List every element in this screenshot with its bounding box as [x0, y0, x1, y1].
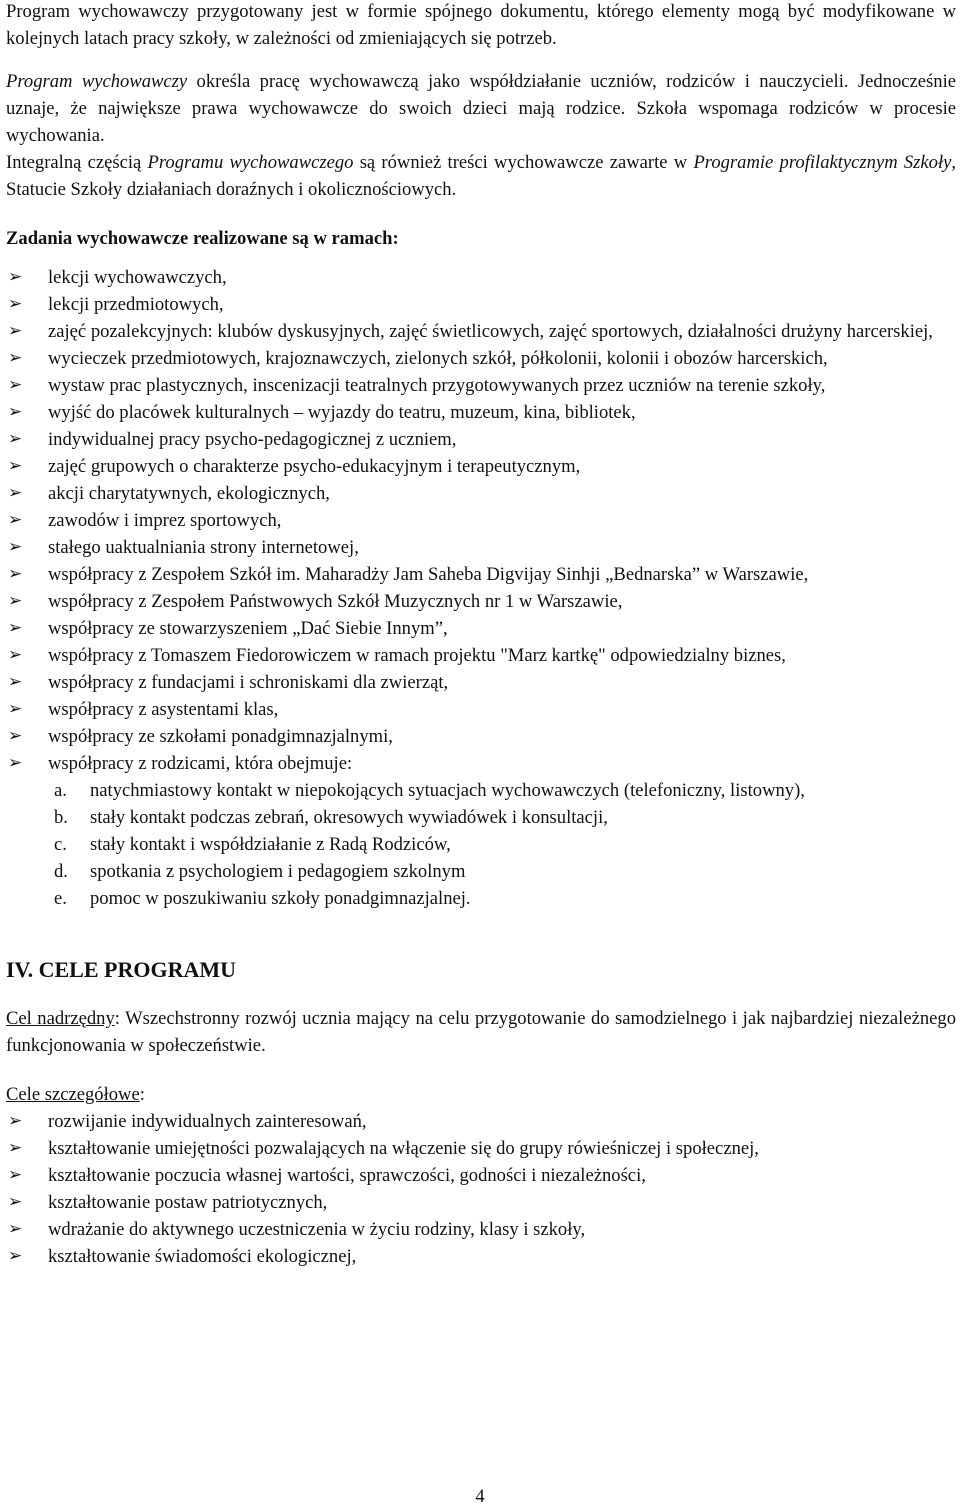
list-item-text: współpracy ze szkołami ponadgimnazjalnymi,: [48, 726, 393, 747]
arrow-bullet-icon: ➢: [8, 267, 23, 287]
list-item: [6, 534, 956, 561]
list-item: [6, 723, 956, 750]
arrow-bullet-icon: ➢: [8, 429, 23, 449]
list-item-text: zawodów i imprez sportowych,: [48, 510, 282, 531]
list-item: [6, 426, 956, 453]
sub-list-text: pomoc w poszukiwaniu szkoły ponadgimnazjalnej.: [90, 888, 471, 909]
list-item: [6, 453, 956, 480]
sub-list-marker: a.: [54, 780, 67, 801]
section-heading: IV. CELE PROGRAMU: [6, 957, 237, 982]
detailed-goals-list: [6, 1108, 956, 1270]
list-item-text: współpracy ze stowarzyszeniem „Dać Siebie Innym”,: [48, 618, 448, 639]
sub-list-text: spotkania z psychologiem i pedagogiem szkolnym: [90, 861, 466, 882]
tasks-list: [6, 264, 956, 912]
detailed-goals-colon: :: [139, 1084, 145, 1105]
main-goal-text: : Wszechstronny rozwój ucznia mający na celu przygotowanie do samodzielnego i jak najbardziej niezależnego funkcjonowania w społeczeństwie.: [6, 1008, 957, 1056]
list-item-text: kształtowanie świadomości ekologicznej,: [48, 1246, 357, 1267]
list-item: [6, 642, 956, 669]
sub-list-item: [48, 885, 956, 912]
arrow-bullet-icon: ➢: [8, 402, 23, 422]
list-item-text: lekcji wychowawczych,: [48, 267, 227, 288]
list-item-text: zajęć pozalekcyjnych: klubów dyskusyjnych, zajęć świetlicowych, zajęć sportowych, działalności drużyny harcerskiej,: [48, 321, 933, 342]
arrow-bullet-icon: ➢: [8, 591, 23, 611]
list-item: [6, 1162, 956, 1189]
list-item: [6, 1243, 956, 1270]
intro-paragraph-3: [6, 149, 956, 203]
sub-list-text: natychmiastowy kontakt w niepokojących sytuacjach wychowawczych (telefoniczny, listowny),: [90, 780, 805, 801]
sub-list-item: [48, 831, 956, 858]
sub-list-item: [48, 777, 956, 804]
arrow-bullet-icon: ➢: [8, 483, 23, 503]
list-item: [6, 372, 956, 399]
intro-p3-text-c: są również treści wychowawcze zawarte w: [353, 152, 694, 173]
program-title-italic: Program wychowawczy: [6, 71, 188, 92]
list-item-text: współpracy z rodzicami, która obejmuje:: [48, 753, 353, 774]
sub-list-marker: d.: [54, 861, 68, 882]
list-item-text: wystaw prac plastycznych, inscenizacji teatralnych przygotowywanych przez uczniów na terenie szkoły,: [48, 375, 826, 396]
list-item-text: współpracy z fundacjami i schroniskami dla zwierząt,: [48, 672, 449, 693]
list-item-text: indywidualnej pracy psycho-pedagogicznej z uczniem,: [48, 429, 457, 450]
list-item: [6, 588, 956, 615]
list-item-text: akcji charytatywnych, ekologicznych,: [48, 483, 330, 504]
intro-paragraph-2: [6, 68, 956, 149]
arrow-bullet-icon: ➢: [8, 618, 23, 638]
list-item: [6, 615, 956, 642]
list-item: [6, 750, 956, 912]
page-number: 4: [475, 1486, 485, 1507]
arrow-bullet-icon: ➢: [8, 537, 23, 557]
intro-p3-italic-b: Programu wychowawczego: [147, 152, 354, 173]
sub-list-item: [48, 858, 956, 885]
document-page: [6, 0, 956, 1270]
list-item: [6, 318, 956, 345]
intro-p3-text-e: , Statucie Szkoły działaniach doraźnych i okolicznościowych.: [6, 152, 957, 200]
arrow-bullet-icon: ➢: [8, 672, 23, 692]
intro-p3-italic-d: Programie profilaktycznym Szkoły: [693, 152, 952, 173]
main-goal-paragraph: [6, 1005, 956, 1059]
list-item-text: współpracy z Zespołem Szkół im. Maharadży Jam Saheba Digvijay Sinhji „Bednarska” w Warszawie,: [48, 564, 809, 585]
list-item-text: wdrażanie do aktywnego uczestniczenia w życiu rodziny, klasy i szkoły,: [48, 1219, 586, 1240]
list-item: [6, 696, 956, 723]
list-item-text: współpracy z asystentami klas,: [48, 699, 279, 720]
list-item-text: współpracy z Zespołem Państwowych Szkół Muzycznych nr 1 w Warszawie,: [48, 591, 623, 612]
arrow-bullet-icon: ➢: [8, 456, 23, 476]
list-item-text: wycieczek przedmiotowych, krajoznawczych, zielonych szkół, półkolonii, kolonii i obozów harcerskich,: [48, 348, 828, 369]
parents-cooperation-sublist: [48, 777, 956, 912]
arrow-bullet-icon: ➢: [8, 699, 23, 719]
arrow-bullet-icon: ➢: [8, 1219, 23, 1239]
arrow-bullet-icon: ➢: [8, 348, 23, 368]
arrow-bullet-icon: ➢: [8, 1246, 23, 1266]
sub-list-marker: c.: [54, 834, 67, 855]
arrow-bullet-icon: ➢: [8, 645, 23, 665]
list-item: [6, 480, 956, 507]
main-goal-label: Cel nadrzędny: [6, 1008, 115, 1029]
detailed-goals-heading: [6, 1081, 956, 1108]
list-item: [6, 1216, 956, 1243]
arrow-bullet-icon: ➢: [8, 726, 23, 746]
sub-list-item: [48, 804, 956, 831]
tasks-heading: Zadania wychowawcze realizowane są w ramach:: [6, 228, 399, 249]
intro-paragraph-2-text: określa pracę wychowawczą jako współdziałanie uczniów, rodziców i nauczycieli. Jednocześnie uznaje, że największe prawa wychowawcze do swoich dzieci mają rodzice. Szkoła wspomaga rodziców w procesie wychowania.: [6, 71, 957, 146]
arrow-bullet-icon: ➢: [8, 1192, 23, 1212]
list-item: [6, 669, 956, 696]
arrow-bullet-icon: ➢: [8, 564, 23, 584]
arrow-bullet-icon: ➢: [8, 321, 23, 341]
list-item: [6, 345, 956, 372]
list-item: [6, 264, 956, 291]
detailed-goals-label: Cele szczegółowe: [6, 1084, 140, 1105]
arrow-bullet-icon: ➢: [8, 294, 23, 314]
list-item: [6, 561, 956, 588]
sub-list-marker: b.: [54, 807, 68, 828]
arrow-bullet-icon: ➢: [8, 1138, 23, 1158]
intro-p3-text-a: Integralną częścią: [6, 152, 148, 173]
sub-list-text: stały kontakt i współdziałanie z Radą Rodziców,: [90, 834, 451, 855]
list-item-text: zajęć grupowych o charakterze psycho-edukacyjnym i terapeutycznym,: [48, 456, 581, 477]
list-item: [6, 1135, 956, 1162]
list-item-text: wyjść do placówek kulturalnych – wyjazdy do teatru, muzeum, kina, bibliotek,: [48, 402, 636, 423]
list-item-text: lekcji przedmiotowych,: [48, 294, 224, 315]
list-item-text: kształtowanie poczucia własnej wartości, sprawczości, godności i niezależności,: [48, 1165, 646, 1186]
list-item: [6, 291, 956, 318]
list-item-text: rozwijanie indywidualnych zainteresowań,: [48, 1111, 367, 1132]
list-item: [6, 399, 956, 426]
list-item: [6, 1108, 956, 1135]
sub-list-text: stały kontakt podczas zebrań, okresowych wywiadówek i konsultacji,: [90, 807, 608, 828]
list-item-text: współpracy z Tomaszem Fiedorowiczem w ramach projektu "Marz kartkę" odpowiedzialny biznes,: [48, 645, 786, 666]
arrow-bullet-icon: ➢: [8, 375, 23, 395]
arrow-bullet-icon: ➢: [8, 753, 23, 773]
arrow-bullet-icon: ➢: [8, 1165, 23, 1185]
list-item-text: kształtowanie postaw patriotycznych,: [48, 1192, 328, 1213]
intro-paragraph-1: Program wychowawczy przygotowany jest w formie spójnego dokumentu, którego elementy mogą być modyfikowane w kolejnych latach pracy szkoły, w zależności od zmieniających się potrzeb.: [6, 1, 956, 49]
list-item: [6, 1189, 956, 1216]
list-item-text: stałego uaktualniania strony internetowej,: [48, 537, 359, 558]
arrow-bullet-icon: ➢: [8, 1111, 23, 1131]
arrow-bullet-icon: ➢: [8, 510, 23, 530]
sub-list-marker: e.: [54, 888, 67, 909]
list-item-text: kształtowanie umiejętności pozwalających na włączenie się do grupy rówieśniczej i społecznej,: [48, 1138, 759, 1159]
list-item: [6, 507, 956, 534]
